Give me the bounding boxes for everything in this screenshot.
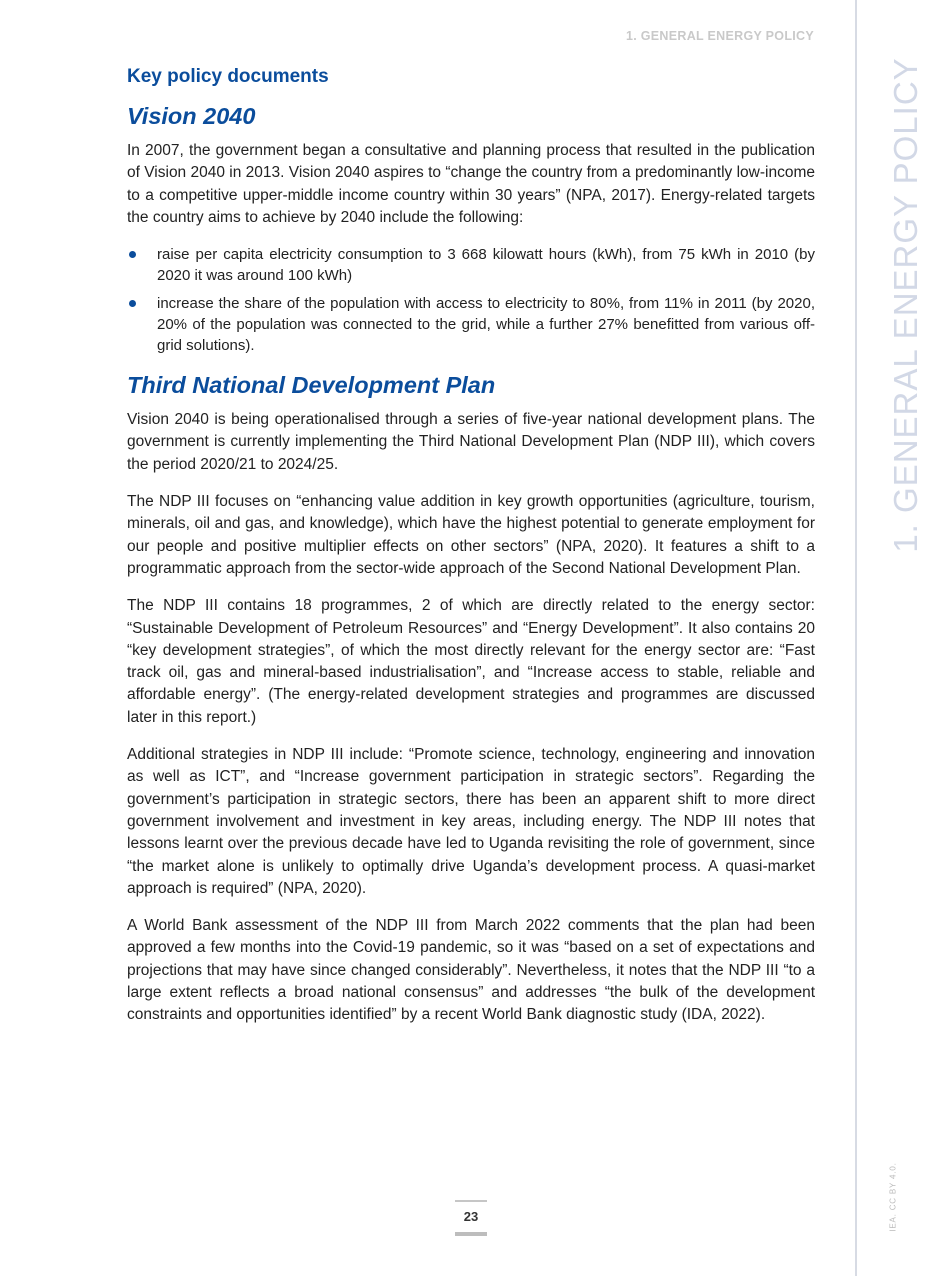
- running-header: 1. GENERAL ENERGY POLICY: [625, 29, 814, 43]
- ndp-heading: Third National Development Plan: [127, 372, 496, 399]
- list-item-text: raise per capita electricity consumption to 3 668 kilowatt hours (kWh), from 75 kWh in 2010 (by 2020 it was around 100 kWh): [157, 246, 815, 285]
- bullet-icon: [129, 300, 136, 307]
- list-item: [127, 293, 815, 356]
- list-item-text: increase the share of the population with access to electricity to 80%, from 11% in 2011 (by 2020, 20% of the population was connected to the grid, while a further 27% benefitted from various off-grid solutions).: [157, 295, 815, 355]
- ndp-paragraph: Vision 2040 is being operationalised through a series of five-year national development plans. The government is currently implementing the Third National Development Plan (NDP III), which covers the period 2020/21 to 2024/25.: [127, 411, 815, 473]
- vision-target-list: [127, 244, 815, 356]
- ndp-paragraph: Additional strategies in NDP III include: “Promote science, technology, engineering and innovation as well as ICT”, and “Increase government participation in strategic sectors”. Regarding the government’s participation in strategic sectors, there has been an apparent shift to more direct government involvement and investment in key areas, including energy. The NDP III notes that lessons learnt over the previous decade have led to Uganda revisiting the role of government, since “the market alone is unlikely to optimally drive Uganda’s development process. A quasi-market approach is required” (NPA, 2020).: [127, 746, 815, 897]
- section-label: Key policy documents: [127, 66, 329, 87]
- list-item: [127, 244, 815, 286]
- ndp-paragraph: The NDP III focuses on “enhancing value addition in key growth opportunities (agriculture, tourism, minerals, oil and gas, and knowledge), which have the highest potential to generate employment for our people and positive multiplier effects on other sectors” (NPA, 2020). It features a shift to a programmatic approach from the sector-wide approach of the Second National Development Plan.: [127, 493, 815, 577]
- vision-heading: Vision 2040: [127, 103, 256, 129]
- page-number: 23: [455, 1200, 487, 1236]
- ndp-paragraph: The NDP III contains 18 programmes, 2 of which are directly related to the energy sector: “Sustainable Development of Petroleum Resources” and “Energy Development”. It also contains 20 “key development strategies”, of which the most directly relevant for the energy sector are: “Fast track oil, gas and mineral-based industrialisation”, and “Increase access to stable, reliable and affordable energy”. (The energy-related development strategies and programmes are discussed later in this report.): [127, 597, 815, 726]
- sidebar-chapter-title: 1. GENERAL ENERGY POLICY: [887, 57, 924, 553]
- bullet-icon: [129, 251, 136, 258]
- ndp-paragraph: A World Bank assessment of the NDP III from March 2022 comments that the plan had been approved a few months into the Covid-19 pandemic, so it was “based on a set of expectations and projections that may have since changed considerably”. Nevertheless, it notes that the NDP III “to a large extent reflects a broad national consensus” and addresses “the bulk of the development constraints and opportunities identified” by a recent World Bank diagnostic study (IDA, 2022).: [127, 917, 815, 1024]
- page-content: [127, 66, 815, 1042]
- sidebar-divider: [855, 0, 857, 1276]
- vision-paragraph: In 2007, the government began a consultative and planning process that resulted in the publication of Vision 2040 in 2013. Vision 2040 aspires to “change the country from a predominantly low-income to a competitive upper-middle income country within 30 years” (NPA, 2017). Energy-related targets the country aims to achieve by 2040 include the following:: [127, 142, 815, 226]
- license-note: IEA. CC BY 4.0.: [888, 1162, 898, 1232]
